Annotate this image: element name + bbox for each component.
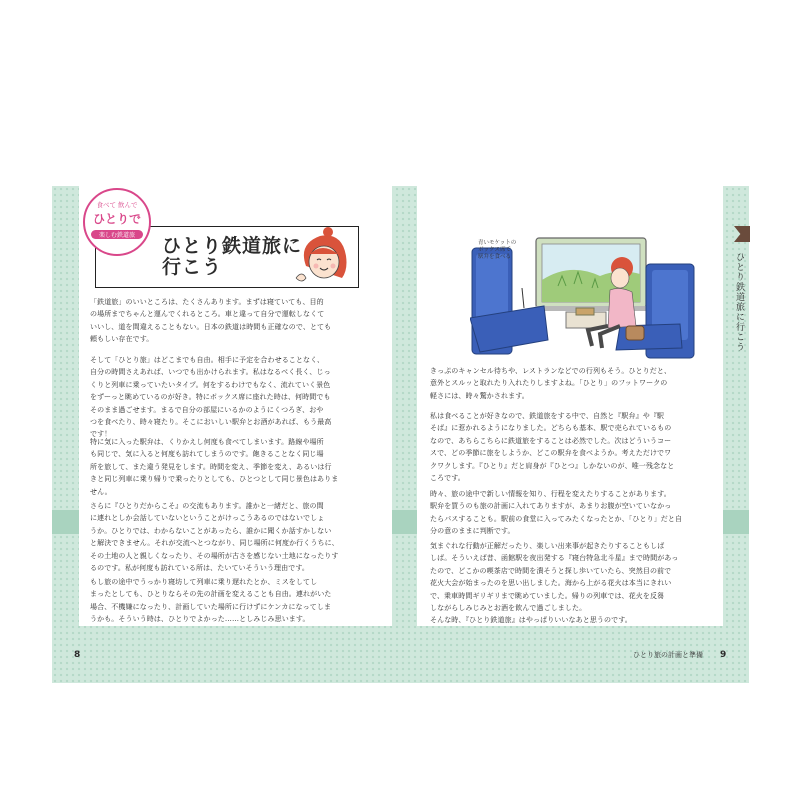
- chapter-title: ひとり鉄道旅に 行こう: [162, 235, 303, 278]
- paragraph: きっぷのキャンセル待ちや、レストランなどでの行列もそう。ひとりだと、 意外とスルッと取れたり入れたりしますよね。「ひとり」のフットワークの 軽さには、時々驚かされます。: [430, 367, 672, 400]
- badge-line-1: 食べて 飲んで: [96, 201, 138, 209]
- illustration-caption: 青いモケットの ボックス席で 駅弁を食べる: [478, 240, 517, 260]
- author-face-illustration: [292, 226, 354, 286]
- paragraph: そして「ひとり旅」はどこまでも自由。相手に予定を合わせることなく、 自分の時間さえあれば、いつでも出かけられます。私はなるべく長く、じっ くりと列車に乗っていたいタイプ。何をするわけでもなく、流れていく景色 をずーっと眺めているのが好き。特にボックス席に座れた時は、何時間でも そのまま過ごせます。まるで自分の部屋にいるかのようにくつろぎ、おや つを食べたり、時々寝たり。そこにおいしい駅弁とお酒があれば、もう最高 です！: [90, 356, 332, 439]
- gutter-band: [392, 510, 417, 534]
- paragraph: 時々、旅の途中で新しい情報を知り、行程を変えたりすることがあります。 駅弁を買うのも旅の計画に入れてありますが、あまりお腹が空いていなかっ たらパスすることも。駅前の食堂に入ってみたくなったとか、「ひとり」だと自 分の意のままに判断です。: [430, 490, 683, 536]
- left-page-number: 8: [74, 650, 81, 660]
- series-badge: [83, 188, 151, 256]
- left-side-band: [52, 510, 79, 534]
- side-chapter-title: ひとり鉄道旅に行こう: [734, 252, 744, 352]
- paragraph: 気まぐれな行動が正解だったり、楽しい出来事が起きたりすることもしば しば。そういえば昔、函館駅を夜出発する『寝台特急北斗星』まで時間があっ たので、どこかの喫茶店で時間を潰そうと探し歩いていたら、突然目の前で 花火大会が始まったのを思い出しました。海から上がる花火は本当にきれい で、乗車時間ギリギリまで眺めていました。帰りの列車では、花火を反芻 しながらしみじみとお酒を飲んで過ごしました。 そんな時、『ひとり鉄道旅』はやっぱりいいなあと思うのです。: [430, 542, 679, 625]
- paragraph: さらに『ひとりだからこそ』の交流もあります。誰かと一緒だと、旅の間 に連れとしか会話していないということがけっこうあるのではないでしょ うか。ひとりでは、わからないことがあったら、誰かに聞くか話すかしない と解決できません。それが交流へとつながり、同じ場所に何度か行くうちに、 その土地の人と親しくなったり、その場所が古さを感じない土地になったりす るのです。私が何度も訪れている所は、たいていそういう理由です。: [90, 502, 339, 573]
- badge-line-2: ひとりで: [92, 212, 141, 226]
- paragraph: 私は食べることが好きなので、鉄道旅をする中で、自然と『駅弁』や『駅 そば』に惹かれるようになりました。どちらも基本、駅で売られているもの なので、あちらこちらに鉄道旅をすることは必然でした。次はどういうコー スで、どの季節に旅をしようか、どこの駅弁を食べようか。考えただけでワ クワクします。『ひとり』だと肩身が『ひとつ』しかないのが、唯一残念なと ころです。: [430, 412, 675, 483]
- running-title: ひとり旅の計画と準備: [633, 651, 703, 659]
- paragraph: 「鉄道旅」のいいところは、たくさんあります。まずは寝ていても、目的 の場所までちゃんと運んでくれるところ。車と違って自分で運転しなくて いいし、道を間違えることもない。日本の鉄道は時間も正確なので、とても 頼もしい存在です。: [90, 298, 332, 344]
- right-page-number: 9: [720, 650, 727, 660]
- right-side-band: [723, 510, 749, 534]
- paragraph: 特に気に入った駅弁は、くりかえし何度も食べてしまいます。路線や場所 も同じで、気に入ると何度も訪れてしまうのです。飽きることなく同じ場 所を旅して、また違う発見をします。時間を変え、季節を変え、あるいは行 きと同じ列車に乗り帰りで乗ったりとしても、ひとつとして同じ景色はありま せん。: [90, 438, 339, 496]
- paragraph: もし旅の途中でうっかり寝坊して列車に乗り遅れたとか、ミスをしてし まったとしても、ひとりならその先の計画を変えることも自由。連れがいた 場合、不機嫌になったり、計画していた場所に行けずにケンカになってしま うかも。そういう時は、ひとりでよかった……としみじみ思います。: [90, 578, 332, 624]
- badge-line-3: 楽しむ鉄道旅: [91, 230, 143, 239]
